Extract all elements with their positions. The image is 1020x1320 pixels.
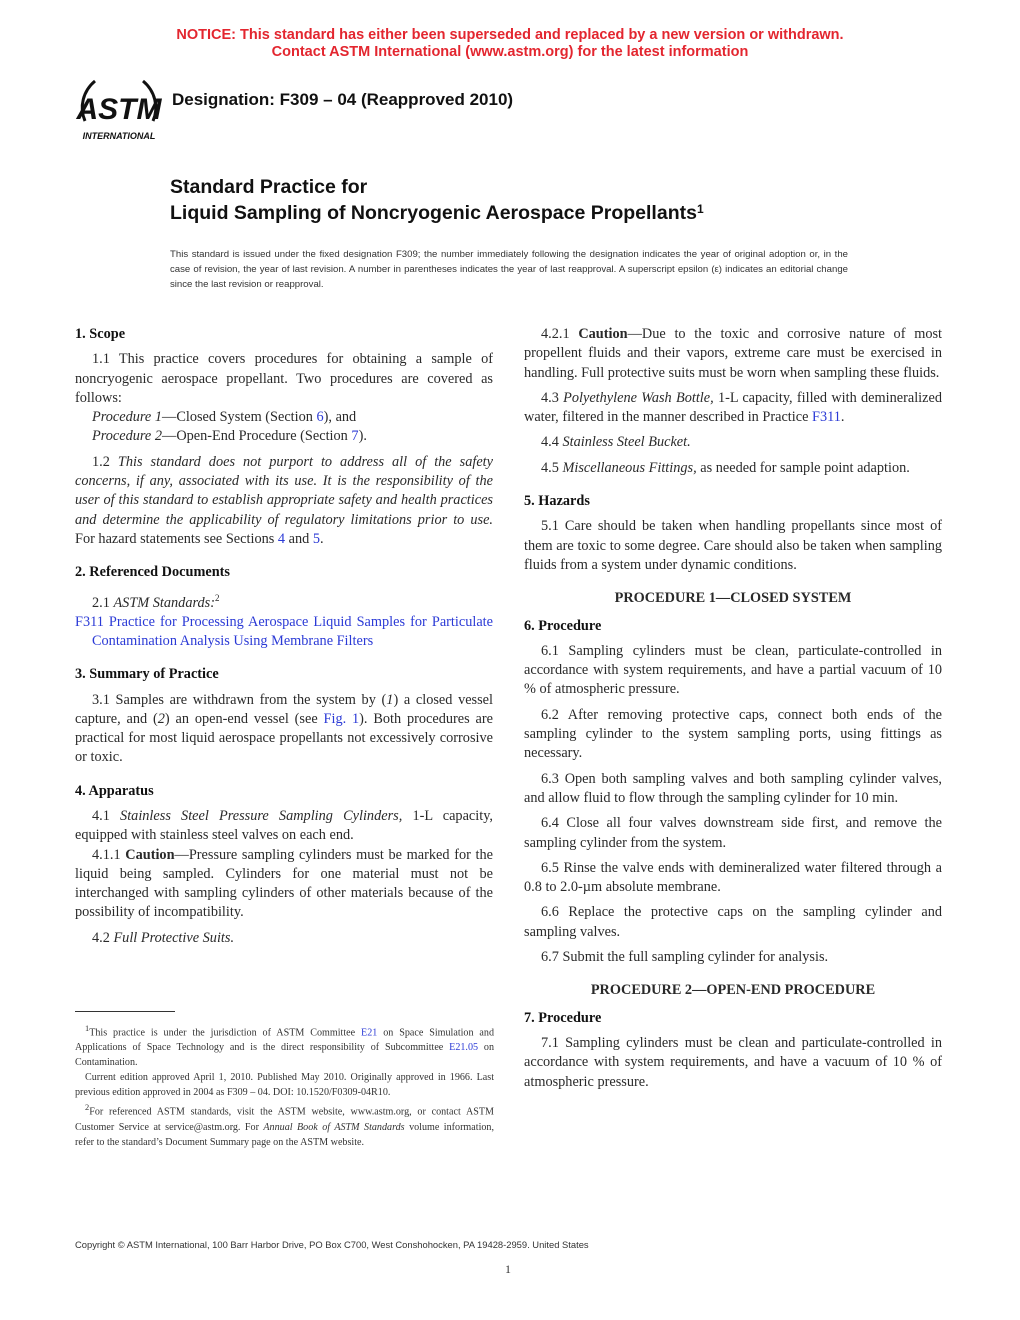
- right-column: [524, 325, 942, 1092]
- para-6-7: 6.7 Submit the full sampling cylinder for analysis.: [541, 949, 829, 966]
- figure-1-link[interactable]: Fig. 1: [323, 710, 360, 727]
- para-6-2: 6.2 After removing protective caps, connect both ends of the sampling cylinder to the system sampling ports, using fittings as necessary.: [524, 706, 942, 762]
- para-1-2: 1.2 This standard does not purport to address all of the safety concerns, if any, associated with its use. It is the responsibility of the user of this standard to establish appropriate safety and health practices and determine the applicability of regulatory limitations prior to use. For hazard statements see Sections 4 and 5.: [75, 453, 493, 547]
- section-1-heading: 1. Scope: [75, 326, 126, 342]
- logo-org: INTERNATIONAL: [82, 131, 156, 141]
- para-2-1: 2.1 ASTM Standards:$^2$: [92, 592, 220, 611]
- title-line-1: Standard Practice for: [170, 176, 368, 198]
- logo-letters: ASTM: [76, 93, 162, 126]
- section-4-link[interactable]: 4: [277, 530, 286, 547]
- para-4-3: 4.3 Polyethylene Wash Bottle, 1-L capacity, filled with demineralized water, filtered in the manner described in Practice F311.: [524, 389, 942, 426]
- procedure-2-item: Procedure 2—Open-End Procedure (Section 7).: [92, 428, 367, 445]
- procedure-1-heading: PROCEDURE 1—CLOSED SYSTEM: [614, 590, 852, 607]
- e21-link[interactable]: E21: [361, 1027, 378, 1039]
- title-footnote-marker: 1: [696, 202, 704, 216]
- procedure-1-item: Procedure 1—Closed System (Section 6), and: [92, 409, 357, 426]
- supersede-notice: [0, 27, 1020, 61]
- para-4-1: 4.1 Stainless Steel Pressure Sampling Cylinders, 1-L capacity, equipped with stainless steel valves on each end.: [75, 808, 493, 844]
- e21-05-link[interactable]: E21.05: [449, 1042, 479, 1054]
- section-5-heading: 5. Hazards: [524, 493, 590, 510]
- footnote-1-edition: Current edition approved April 1, 2010. Published May 2010. Originally approved in 1966. Last previous edition approved in 2004 as F309 – 04. DOI: 10.1520/F0309-04R10.: [75, 1072, 494, 1099]
- section-6-heading: 6. Procedure: [524, 617, 602, 634]
- section-2-heading: 2. Referenced Documents: [75, 564, 230, 581]
- para-1-1: 1.1 This practice covers procedures for obtaining a sample of noncryogenic aerospace propellant. Two procedures are covered as follows:: [75, 351, 493, 406]
- section-6-link[interactable]: 6: [316, 409, 324, 426]
- para-6-1: 6.1 Sampling cylinders must be clean, particulate-controlled in accordance with system requirements, and have a partial vacuum of 10 % of atmospheric pressure.: [524, 642, 942, 698]
- section-4-heading: 4. Apparatus: [75, 782, 154, 799]
- copyright-line: Copyright © ASTM International, 100 Barr Harbor Drive, PO Box C700, West Conshohocken, PA 19428-2959. United States: [75, 1239, 589, 1250]
- para-3-1: 3.1 Samples are withdrawn from the system by (1) a closed vessel capture, and (2) an open-end vessel (see Fig. 1). Both procedures are practical for most liquid aerospace propellants not excessively corrosive or toxic.: [75, 691, 494, 766]
- reference-f311-link[interactable]: F311 Practice for Processing Aerospace Liquid Samples for Particulate Contamination Analysis Using Membrane Filters: [75, 613, 493, 649]
- para-6-4: 6.4 Close all four valves downstream side first, and remove the sampling cylinder from the system.: [524, 815, 942, 851]
- f311-link[interactable]: F311: [812, 409, 841, 426]
- astm-logo: [75, 73, 163, 145]
- para-4-1-1: 4.1.1 Caution—Pressure sampling cylinders must be marked for the liquid being sampled. Cylinders for one material must not be interchanged with sampling cylinders of other materials because of the possibility of incompatibility.: [75, 846, 494, 921]
- section-5-link[interactable]: 5: [312, 530, 320, 547]
- title-line-2: Liquid Sampling of Noncryogenic Aerospace Propellants$^1$: [170, 202, 704, 224]
- para-6-6: 6.6 Replace the protective caps on the sampling cylinder and sampling valves.: [524, 904, 942, 940]
- footnote-divider: [75, 1011, 175, 1012]
- procedure-2-heading: PROCEDURE 2—OPEN-END PROCEDURE: [590, 982, 876, 999]
- para-4-2: 4.2 Full Protective Suits.: [92, 929, 235, 946]
- notice-line-2: Contact ASTM International (www.astm.org) for the latest information: [271, 44, 749, 60]
- section-3-heading: 3. Summary of Practice: [75, 666, 219, 683]
- section-7-heading: 7. Procedure: [524, 1009, 602, 1026]
- designation-note: This standard is issued under the fixed designation F309; the number immediately following the designation indicates the year of original adoption or, in the case of revision, the year of last revision. A number in parentheses indicates the year of last reapproval. A superscript epsilon (ε) indicates an editorial change since the last revision or reapproval.: [170, 249, 848, 290]
- para-4-5: 4.5 Miscellaneous Fittings, as needed for sample point adaption.: [541, 459, 910, 476]
- para-5-1: 5.1 Care should be taken when handling propellants since most of them are toxic to some degree. Care should also be taken when sampling fluids from a system under dynamic conditions.: [524, 518, 942, 573]
- footnote-1: $^1$This practice is under the jurisdiction of ASTM Committee E21 on Space Simulation and Applications of Space Technology and is the direct responsibility of Subcommittee E21.05 on Contamination.: [75, 1024, 494, 1069]
- document-title: [170, 174, 704, 226]
- para-7-1: 7.1 Sampling cylinders must be clean and particulate-controlled in accordance with system requirements, and have a vacuum of 10 % of atmospheric pressure.: [524, 1034, 942, 1090]
- para-4-2-1: 4.2.1 Caution—Due to the toxic and corrosive nature of most propellent fluids and their vapors, extreme care must be exercised in handling. Full protective suits must be worn when sampling these fluids.: [524, 326, 942, 381]
- page-number: 1: [505, 1262, 511, 1276]
- section-7-link[interactable]: 7: [351, 428, 359, 445]
- para-6-5: 6.5 Rinse the valve ends with demineralized water filtered through a 0.8 to 2.0-µm absolute membrane.: [524, 859, 942, 896]
- left-column: [75, 325, 493, 948]
- footnotes: [75, 1021, 494, 1150]
- para-6-3: 6.3 Open both sampling valves and both sampling cylinder valves, and allow fluid to flow through the sampling cylinder for 10 min.: [524, 770, 942, 806]
- para-4-4: 4.4 Stainless Steel Bucket.: [541, 434, 691, 451]
- notice-line-1: NOTICE: This standard has either been superseded and replaced by a new version or withdrawn.: [176, 27, 844, 43]
- footnote-2: $^2$For referenced ASTM standards, visit the ASTM website, www.astm.org, or contact ASTM Customer Service at service@astm.org. For Annual Book of ASTM Standards volume information, refer to the standard’s Document Summary page on the ASTM website.: [75, 1103, 494, 1148]
- designation: Designation: F309 – 04 (Reapproved 2010): [172, 90, 514, 109]
